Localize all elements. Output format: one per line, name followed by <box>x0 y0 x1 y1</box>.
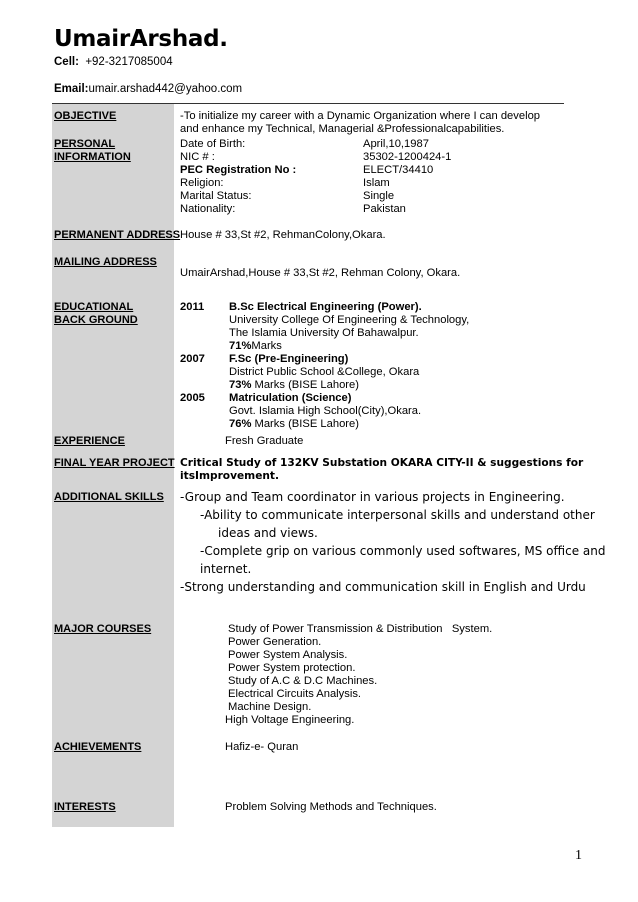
education-year: 2011 <box>180 301 205 313</box>
objective-line-1: -To initialize my career with a Dynamic Organization where I can develop <box>180 110 541 122</box>
additional-skills-heading: ADDITIONAL SKILLS <box>54 491 164 503</box>
education-line: The Islamia University Of Bahawalpur. <box>229 327 419 339</box>
education-pct-suffix: Marks <box>251 340 282 352</box>
education-line: District Public School &College, Okara <box>229 366 420 378</box>
education-title: B.Sc Electrical Engineering (Power). <box>229 301 422 313</box>
education-year: 2007 <box>180 353 205 365</box>
mailing-address-value: UmairArshad,House # 33,St #2, Rehman Colony, Okara. <box>180 267 461 279</box>
experience-value: Fresh Graduate <box>225 435 304 447</box>
education-pct: 71% <box>229 340 252 352</box>
course-item: Study of A.C & D.C Machines. <box>228 675 378 687</box>
education-pct: 76% <box>229 418 252 430</box>
course-item: Power Generation. <box>228 636 322 648</box>
project-line-2: itsImprovement. <box>180 470 280 482</box>
email-value: umair.arshad442@yahoo.com <box>88 83 243 95</box>
email-line <box>54 83 242 95</box>
education-marks <box>229 340 282 353</box>
final-year-project-heading: FINAL YEAR PROJECT <box>54 457 175 469</box>
personal-heading-2: INFORMATION <box>54 151 131 163</box>
course-item: Power System protection. <box>228 662 356 674</box>
personal-value: Single <box>363 190 395 202</box>
course-item: Study of Power Transmission & Distribution System. <box>228 623 493 635</box>
skill-line: -Strong understanding and communication skill in English and Urdu <box>180 580 586 594</box>
education-pct-suffix: Marks (BISE Lahore) <box>251 418 359 430</box>
personal-value: Islam <box>363 177 390 189</box>
personal-value: April,10,1987 <box>363 138 429 150</box>
skill-line: -Ability to communicate interpersonal skills and understand other <box>200 508 595 522</box>
personal-value: Pakistan <box>363 203 406 215</box>
education-pct: 73% <box>229 379 252 391</box>
top-divider <box>52 103 564 104</box>
page-number: 1 <box>575 848 582 863</box>
education-heading-2: BACK GROUND <box>54 314 138 326</box>
project-line-1: Critical Study of 132KV Substation OKARA CITY-II & suggestions for <box>180 457 584 469</box>
personal-label: Marital Status: <box>180 190 252 202</box>
education-year: 2005 <box>180 392 205 404</box>
personal-heading-1: PERSONAL <box>54 138 116 150</box>
personal-label: PEC Registration No : <box>180 164 297 176</box>
skill-line: ideas and views. <box>218 526 318 540</box>
major-courses-heading: MAJOR COURSES <box>54 623 152 635</box>
course-item: Power System Analysis. <box>228 649 348 661</box>
personal-label: Date of Birth: <box>180 138 246 150</box>
achievements-value: Hafiz-e- Quran <box>225 741 299 753</box>
course-item: Electrical Circuits Analysis. <box>228 688 362 700</box>
education-line: University College Of Engineering & Technology, <box>229 314 470 326</box>
personal-label: NIC # : <box>180 151 215 163</box>
education-pct-suffix: Marks (BISE Lahore) <box>251 379 359 391</box>
cell-label: Cell: <box>54 56 79 68</box>
experience-heading: EXPERIENCE <box>54 435 125 447</box>
education-title: Matriculation (Science) <box>229 392 352 404</box>
personal-value: 35302-1200424-1 <box>363 151 452 163</box>
achievements-heading: ACHIEVEMENTS <box>54 741 142 753</box>
education-title: F.Sc (Pre-Engineering) <box>229 353 349 365</box>
personal-label: Religion: <box>180 177 224 189</box>
personal-value: ELECT/34410 <box>363 164 434 176</box>
mailing-address-heading: MAILING ADDRESS <box>54 256 157 268</box>
cell-value: +92-3217085004 <box>85 56 173 68</box>
permanent-address-value: House # 33,St #2, RehmanColony,Okara. <box>180 229 386 241</box>
education-heading-1: EDUCATIONAL <box>54 301 134 313</box>
course-item: High Voltage Engineering. <box>225 714 355 726</box>
education-marks <box>229 379 359 392</box>
candidate-name: UmairArshad. <box>54 26 228 52</box>
personal-label: Nationality: <box>180 203 236 215</box>
objective-heading: OBJECTIVE <box>54 110 117 122</box>
cell-line <box>54 56 173 68</box>
skill-line: internet. <box>200 562 252 576</box>
permanent-address-heading: PERMANENT ADDRESS <box>54 229 181 241</box>
education-marks <box>229 418 359 431</box>
skill-line: -Complete grip on various commonly used softwares, MS office and <box>200 544 606 558</box>
interests-heading: INTERESTS <box>54 801 116 813</box>
objective-line-2: and enhance my Technical, Managerial &Professionalcapabilities. <box>180 123 505 135</box>
skill-line: -Group and Team coordinator in various projects in Engineering. <box>180 490 565 504</box>
email-label: Email: <box>54 83 89 95</box>
interests-value: Problem Solving Methods and Techniques. <box>225 801 437 813</box>
course-item: Machine Design. <box>228 701 312 713</box>
education-line: Govt. Islamia High School(City),Okara. <box>229 405 422 417</box>
